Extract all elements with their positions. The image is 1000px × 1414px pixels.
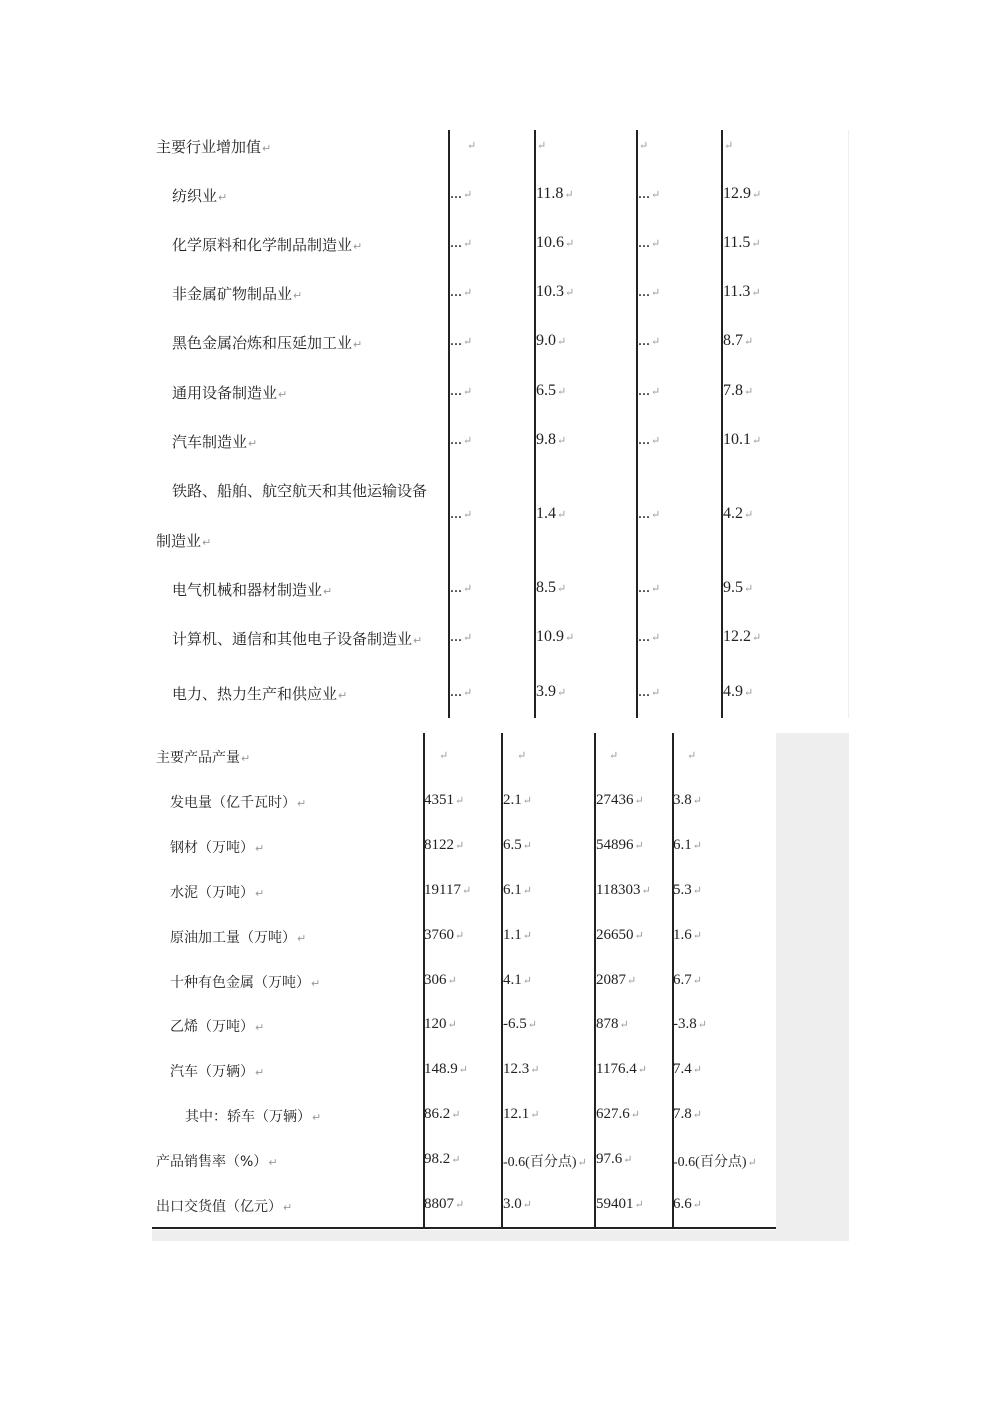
row-label: 铁路、船舶、航空航天和其他运输设备: [172, 482, 428, 500]
row-label: 汽车（万辆） ↵: [170, 1061, 264, 1081]
table2-bottom-strip: [152, 1230, 849, 1241]
row-label: 其中：轿车（万辆） ↵: [185, 1106, 321, 1126]
row-label: 化学原料和化学制品制造业 ↵: [172, 234, 362, 255]
row-label: 电气机械和器材制造业 ↵: [172, 579, 332, 600]
row-label: 黑色金属冶炼和压延加工业 ↵: [172, 332, 362, 353]
row-label: 非金属矿物制品业 ↵: [172, 283, 302, 304]
table2-margin-strip: [776, 733, 849, 1241]
row-label: 计算机、通信和其他电子设备制造业 ↵: [172, 628, 422, 649]
row-label: 十种有色金属（万吨） ↵: [170, 972, 320, 992]
industry-value-added-table: 主要行业增加值 ↵ ↵ ↵ ↵ ↵ 纺织业 ↵ ... ↵ 11.8 ↵ ... ↵ 12.9 ↵ 化学原料和化学制品制造业 ↵ ... ↵ 10.6 ↵ ... ↵ 11.5 ↵ 非金属矿物制品业 ↵ ... ↵ 10.3 ↵ ... ↵ 11.3 ↵ 黑色金属冶炼和压延加工业 ↵ ... ↵ 9.0 ↵ ... ↵ 8.7 ↵ 通用设备制造业 ↵ ... ↵ 6.5 ↵ ... ↵ 7.8 ↵ 汽车制造业 ↵ ... ↵ 9.8 ↵ ... ↵ 10.1 ↵ 铁路、船舶、航空航天和其他运输设备 制造业 ↵ ... ↵ 1.4 ↵ ... ↵ 4.2 ↵ 电气机械和器材制造业 ↵ ... ↵ 8.5 ↵ ... ↵ 9.5 ↵ 计算机、通信和其他电子设备制造业 ↵ ... ↵ 10.9 ↵ ... ↵ 12.2 ↵ 电力、热力生产和供应业 ↵ ... ↵ 3.9 ↵ ... ↵ 4.9 ↵: [152, 130, 848, 718]
row-label: 钢材（万吨） ↵: [170, 837, 264, 857]
row-label: 汽车制造业 ↵: [172, 431, 257, 452]
row-label: 纺织业 ↵: [172, 185, 227, 206]
row-label-continued: 制造业 ↵: [156, 530, 211, 551]
row-label: 出口交货值（亿元） ↵: [156, 1196, 292, 1216]
main-products-output-table: 主要产品产量 ↵ ↵ ↵ ↵ ↵ 发电量（亿千瓦时） ↵ 4351 ↵ 2.1 ↵ 27436 ↵ 3.8 ↵ 钢材（万吨） ↵ 8122 ↵ 6.5 ↵ 54896 ↵ 6.1 ↵ 水泥（万吨） ↵ 19117 ↵ 6.1 ↵ 118303 ↵ 5.3 ↵ 原油加工量（万吨） ↵ 3760 ↵ 1.1 ↵ 26650 ↵ 1.6 ↵ 十种有色金属（万吨） ↵ 306 ↵ 4.1 ↵ 2087 ↵ 6.7 ↵ 乙烯（万吨） ↵ 120 ↵ -6.5 ↵ 878 ↵ -3.8 ↵ 汽车（万辆） ↵ 148.9 ↵ 12.3 ↵ 1176.4 ↵ 7.4 ↵ 其中：轿车（万辆） ↵ 86.2 ↵ 12.1 ↵ 627.6 ↵ 7.8 ↵ 产品销售率（%） ↵ 98.2 ↵ -0.6(百分点) ↵ 97.6 ↵ -0.6(百分点) ↵ 出口交货值（亿元） ↵ 8807 ↵ 3.0 ↵ 59401 ↵ 6.6 ↵: [152, 733, 776, 1230]
row-label: 水泥（万吨） ↵: [170, 882, 264, 902]
row-label: 原油加工量（万吨） ↵: [170, 927, 306, 947]
table1-title: 主要行业增加值 ↵: [156, 136, 271, 157]
row-label: 产品销售率（%） ↵: [156, 1151, 278, 1171]
row-label: 通用设备制造业 ↵: [172, 382, 287, 403]
row-label: 发电量（亿千瓦时） ↵: [170, 792, 306, 812]
row-label: 电力、热力生产和供应业 ↵: [172, 683, 347, 704]
table-bottom-rule: [152, 1227, 776, 1229]
table2-title: 主要产品产量 ↵: [156, 747, 250, 767]
row-label: 乙烯（万吨） ↵: [170, 1016, 264, 1036]
